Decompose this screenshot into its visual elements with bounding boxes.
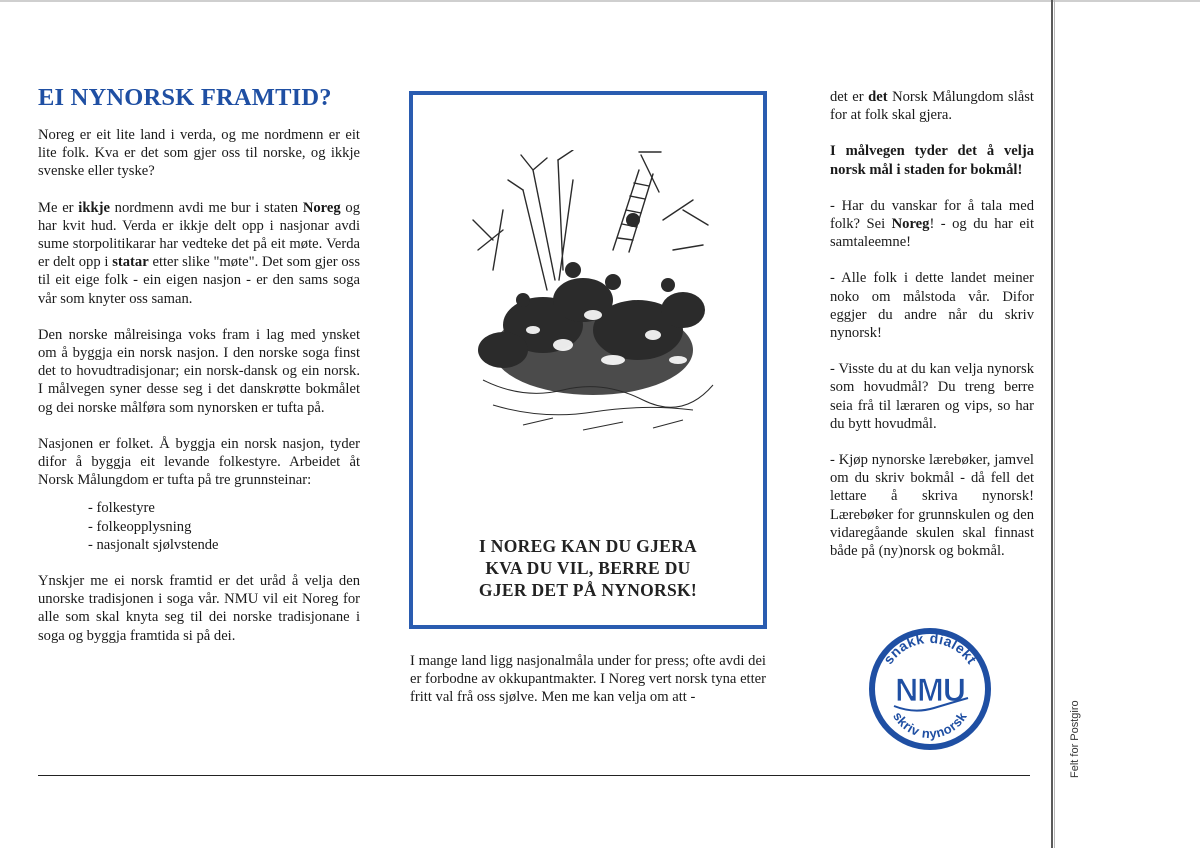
tip-talk-paragraph [830, 197, 1034, 252]
text-run: - Har du vanskar for å tala med folk? Sei [830, 197, 1034, 233]
bottom-rule [38, 775, 1030, 776]
nmu-logo [864, 626, 996, 752]
poster-slogan [423, 535, 753, 601]
list-item: - folkeopplysning [88, 518, 192, 535]
fold-line-secondary [1054, 0, 1055, 848]
folk-paragraph: Nasjonen er folket. Å byggja ein norsk nasjon, tyder difor å byggja eit levande folkestyre. Arbeidet åt Norsk Målungdom er tufta på tre grunnsteinar: [38, 435, 360, 489]
nmu-paragraph [830, 88, 1034, 124]
logo-top-text: snakk dialekt [879, 629, 981, 667]
text-run: Norsk Målungdom slåst for at folk skal gjera. [830, 89, 1034, 124]
nation-paragraph [38, 199, 360, 308]
emphasis-ikkje: ikkje [78, 199, 110, 216]
tip-main-language-paragraph: - Visste du at du kan velja nynorsk som hovudmål? Du treng berre seia frå til læraren og vips, so har du bytt hovudmål. [830, 361, 1034, 432]
intro-paragraph: Noreg er eit lite land i verda, og me nordmenn er eit lite folk. Kva er det som gjer oss til norske, og ikkje svenske eller tyske? [38, 127, 360, 180]
headline: EI NYNORSK FRAMTID? [38, 84, 332, 111]
choose-norsk-paragraph: I målvegen tyder det å velja norsk mål i staden for bokmål! [830, 143, 1034, 178]
text-run: Me er [38, 199, 79, 216]
text-run: ! - og du har eit samtaleemne! [830, 216, 1034, 251]
slogan-line: GJER DET PÅ NYNORSK! [478, 580, 698, 600]
right-column [830, 88, 1034, 578]
text-run: etter slike "møte". Det som gjer oss til eit eige folk - ein eigen nasjon - er den sams soga vår som knyter oss saman. [38, 254, 361, 307]
postgiro-margin-note: Felt for Postgiro [1069, 700, 1081, 778]
press-paragraph: I mange land ligg nasjonalmåla under for press; ofte avdi dei er forbodne av okkupantmakter. I Noreg vert norsk tyna etter fritt val frå oss sjølve. Men me kan velja om att - [410, 653, 766, 706]
text-run: og har kvit hud. Verda er ikkje delt opp i nasjonar avdi sume storpolitikarar har vedteke det på eit møte. Verda er delt opp i [38, 199, 360, 271]
text-run: det er [830, 89, 869, 105]
tip-opinion-paragraph: - Alle folk i dette landet meiner noko om målstoda vår. Difor eggjer du andre når du skriv nynorsk! [830, 270, 1034, 342]
closing-paragraph: Ynskjer me ei norsk framtid er det uråd å velja den unorske tradisjonen i soga vår. NMU vil eit Noreg for alle som skal knyta seg til dei norske tradisjonane i soga og byggja framtida si på dei. [38, 573, 360, 644]
cornerstones-list [88, 499, 360, 554]
logo-bottom-text: skriv nynorsk [890, 709, 970, 742]
list-item: - nasjonalt sjølvstende [88, 536, 219, 553]
poster-panel [409, 91, 767, 629]
woodcut-illustration [463, 150, 723, 460]
slogan-line: I NOREG KAN DU GJERA [479, 536, 697, 556]
list-item: - folkestyre [88, 500, 155, 517]
slogan-line: KVA DU VIL, BERRE DU [485, 558, 691, 578]
emphasis-noreg: Noreg [891, 216, 930, 233]
tip-textbooks-paragraph: - Kjøp nynorske lærebøker, jamvel om du skriv bokmål - då fell det lettare å skriva nynorsk! Lærebøker for grunnskulen og den vidaregåande skulen skal finnast både på (ny)norsk og bokmål. [830, 452, 1034, 560]
page-top-edge [0, 0, 1200, 2]
emphasis-statar: statar [112, 254, 149, 271]
logo-center-text: NMU [895, 672, 965, 708]
fold-line [1051, 0, 1053, 848]
emphasis-det: det [868, 89, 888, 105]
middle-column [410, 652, 766, 725]
emphasis-noreg: Noreg [302, 199, 341, 216]
left-column [38, 84, 360, 663]
text-run: nordmenn avdi me bur i staten [109, 199, 303, 216]
history-paragraph: Den norske målreisinga voks fram i lag med ynsket om å byggja ein norsk nasjon. I den norske soga finst det to hovudtradisjonar; ein norsk-dansk og ein norsk. I målvegen syner desse seg i det danskrøtte bokmålet og dei norske målføra som nynorsken er tufta på. [38, 326, 360, 416]
